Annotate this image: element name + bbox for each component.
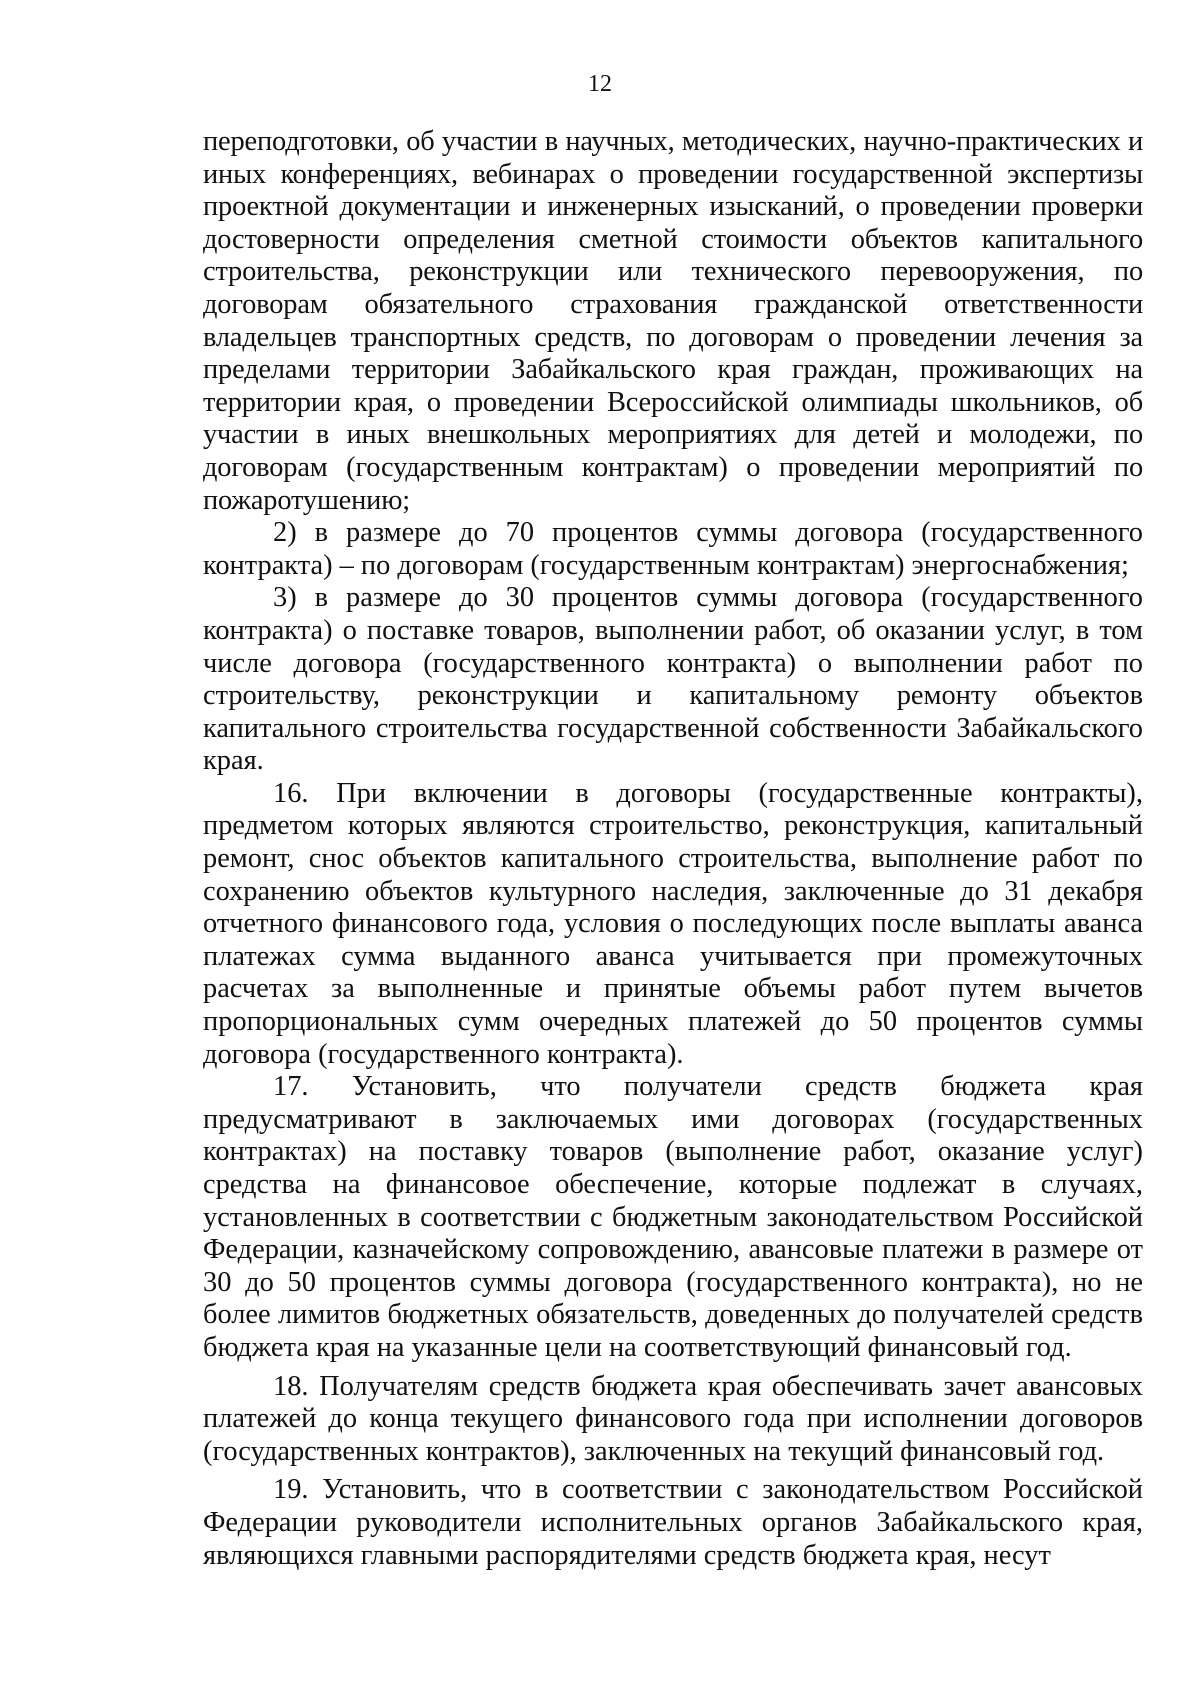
paragraph-clause-19: 19. Установить, что в соответствии с законодательством Российской Федерации руководители исполнительных органов Забайкальского края, являющихся главными распорядителями средств бюджета края, несут (203, 1474, 1143, 1571)
paragraph-item-2: 2) в размере до 70 процентов суммы договора (государственного контракта) – по договорам (государственным контрактам) энергоснабжения; (203, 517, 1143, 581)
paragraph-clause-18: 18. Получателям средств бюджета края обеспечивать зачет авансовых платежей до конца текущего финансового года при исполнении договоров (государственных контрактов), заключенных на текущий финансовый год. (203, 1370, 1143, 1467)
paragraph-item-3: 3) в размере до 30 процентов суммы договора (государственного контракта) о поставке товаров, выполнении работ, об оказании услуг, в том числе договора (государственного контракта) о выполнении работ по строительству, реконструкции и капитальному ремонту объектов капитального строительства государственной собственности Забайкальского края. (203, 582, 1143, 777)
paragraph-continuation: переподготовки, об участии в научных, методических, научно-практических и иных конференциях, вебинарах о проведении государственной экспертизы проектной документации и инженерных изысканий, о проведении проверки достоверности определения сметной стоимости объектов капитального строительства, реконструкции или технического перевооружения, по договорам обязательного страхования гражданской ответственности владельцев транспортных средств, по договорам о проведении лечения за пределами территории Забайкальского края граждан, проживающих на территории края, о проведении Всероссийской олимпиады школьников, об участии в иных внешкольных мероприятиях для детей и молодежи, по договорам (государственным контрактам) о проведении мероприятий по пожаротушению; (203, 126, 1143, 516)
page-number: 12 (588, 71, 612, 97)
document-body (203, 126, 1143, 1572)
paragraph-clause-16: 16. При включении в договоры (государственные контракты), предметом которых являются строительство, реконструкция, капитальный ремонт, снос объектов капитального строительства, выполнение работ по сохранению объектов культурного наследия, заключенные до 31 декабря отчетного финансового года, условия о последующих после выплаты аванса платежах сумма выданного аванса учитывается при промежуточных расчетах за выполненные и принятые объемы работ путем вычетов пропорциональных сумм очередных платежей до 50 процентов суммы договора (государственного контракта). (203, 777, 1143, 1070)
paragraph-clause-17: 17. Установить, что получатели средств бюджета края предусматривают в заключаемых ими договорах (государственных контрактах) на поставку товаров (выполнение работ, оказание услуг) средства на финансовое обеспечение, которые подлежат в случаях, установленных в соответствии с бюджетным законодательством Российской Федерации, казначейскому сопровождению, авансовые платежи в размере от 30 до 50 процентов суммы договора (государственного контракта), но не более лимитов бюджетных обязательств, доведенных до получателей средств бюджета края на указанные цели на соответствующий финансовый год. (203, 1071, 1143, 1363)
